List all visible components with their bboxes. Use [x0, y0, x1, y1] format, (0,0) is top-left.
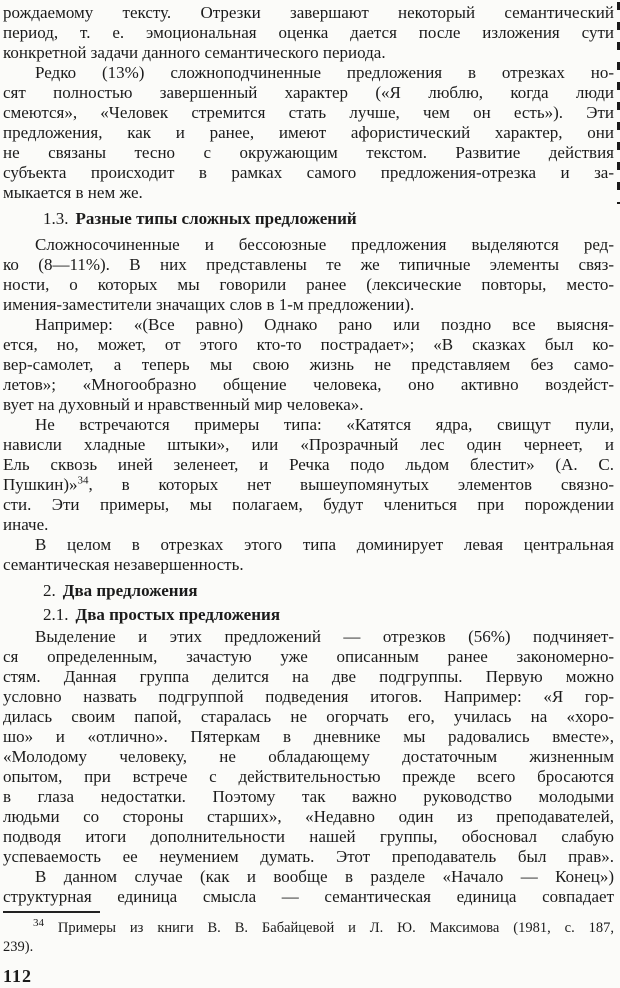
- text-line: условно назвать подгруппой подведения итогов. Например: «Я гор-: [3, 687, 614, 706]
- paragraph: [3, 415, 614, 535]
- text-line: опытом, при встрече с действительностью прежде всего бросаются: [3, 767, 614, 786]
- paragraph: [3, 3, 614, 63]
- text-line: мыкается в нем же.: [3, 183, 143, 202]
- text-line: В данном случае (как и вообще в разделе «Начало — Конец»): [35, 867, 614, 886]
- section-heading-2-1: [3, 603, 614, 627]
- text-line: успеваемость ее неумением думать. Этот преподаватель был прав».: [3, 847, 614, 866]
- text-line: В целом в отрезках этого типа доминирует левая центральная: [35, 535, 614, 554]
- paragraph: [3, 535, 614, 575]
- footnote-marker: 34: [33, 917, 44, 930]
- text-line: ется, но, может, от этого кто-то пострадает»; «В сказках был ко-: [3, 335, 614, 354]
- text-line: Сложносочиненные и бессоюзные предложения выделяются ред-: [35, 235, 614, 254]
- footnote-text: Примеры из книги В. В. Бабайцевой и Л. Ю. Максимова (1981, с. 187,: [44, 920, 614, 936]
- text-line: семантическая незавершенность.: [3, 555, 244, 574]
- citation-text: Пушкин)»: [3, 475, 78, 494]
- text-line: вер-самолет, а теперь мы свою жизнь не представляем без само-: [3, 355, 614, 374]
- text-line: нависли хладные штыки», или «Прозрачный лес один чернеет, и: [3, 435, 614, 454]
- text-line: Выделение и этих предложений — отрезков (56%) подчиняет-: [35, 627, 614, 646]
- paragraph: [3, 235, 614, 315]
- section-number: 1.3.: [43, 209, 69, 228]
- text-line: сят полностью завершенный характер («Я люблю, когда люди: [3, 83, 614, 102]
- section-heading-2: [3, 579, 614, 603]
- page-number: 112: [3, 966, 33, 986]
- section-title: Два простых предложения: [75, 605, 281, 624]
- section-title: Два предложения: [62, 581, 198, 600]
- text-line: людьми со стороны старших», «Недавно один из преподавателей,: [3, 807, 614, 826]
- text-line: период, т. е. эмоциональная оценка дается после изложения сути: [3, 23, 614, 42]
- text-line: сти. Эти примеры, мы полагаем, будут члениться при порождении: [3, 495, 614, 514]
- footnote-line: 239).: [3, 939, 34, 955]
- footnote: [3, 919, 614, 957]
- footnote-reference: 34: [77, 474, 89, 487]
- text-line: Редко (13%) сложноподчиненные предложения в отрезках но-: [35, 63, 614, 82]
- footnote-rule: [3, 911, 100, 913]
- text-line: предложения, как и ранее, имеют афористический характер, они: [3, 123, 614, 142]
- paragraph: [3, 315, 614, 415]
- text-line-with-citation: [3, 475, 614, 495]
- text-line: Например: «(Все равно) Однако рано или поздно все выясня-: [35, 315, 614, 334]
- section-number: 2.: [43, 581, 56, 600]
- text-line: летов»; «Многообразно общение человека, оно активно воздейст-: [3, 375, 614, 394]
- text-line: шо» и «отлично». Пятеркам в дневнике мы радовались вместе»,: [3, 727, 614, 746]
- text-line: имения-заместители значащих слов в 1-м предложении).: [3, 295, 415, 314]
- section-number: 2.1.: [43, 605, 69, 624]
- text-line: Не встречаются примеры типа: «Катятся ядра, свищут пули,: [35, 415, 614, 434]
- text-line: в глаза недостатки. Поэтому так важно руководство молодыми: [3, 787, 614, 806]
- text-line: ся определенным, зачастую уже описанным ранее закономерно-: [3, 647, 614, 666]
- text-line: подводя итоги дополнительности нашей группы, обосновал слабую: [3, 827, 614, 846]
- text-line: дилась своим папой, старалась не огорчать его, училась на «хоро-: [3, 707, 614, 726]
- paragraph: [3, 627, 614, 867]
- text-line: ности, о которых мы говорили ранее (лексические повторы, место-: [3, 275, 614, 294]
- footnote-line: [3, 919, 614, 938]
- citation-text: , в которых нет вышеупомянутых элементов связно-: [88, 475, 614, 494]
- text-line: конкретной задачи данного семантического периода.: [3, 43, 386, 62]
- text-line: вует на духовный и нравственный мир человека».: [3, 395, 364, 414]
- text-line: субъекта происходит в рамках самого предложения-отрезка и за-: [3, 163, 614, 182]
- text-line: не связаны тесно с окружающим текстом. Развитие действия: [3, 143, 614, 162]
- text-line: смеются», «Человек стремится стать лучше, чем он есть»). Эти: [3, 103, 614, 122]
- text-line: ко (8—11%). В них представлены те же типичные элементы связ-: [3, 255, 614, 274]
- text-line: стям. Данная группа делится на две подгруппы. Первую можно: [3, 667, 614, 686]
- text-line: Ель сквозь иней зеленеет, и Речка подо льдом блестит» (А. С.: [3, 455, 614, 474]
- section-heading-1-3: [3, 206, 614, 232]
- paragraph: [3, 63, 614, 203]
- text-line: иначе.: [3, 515, 49, 534]
- text-line: структурная единица смысла — семантическая единица совпадает: [3, 887, 614, 906]
- text-line: рождаемому тексту. Отрезки завершают некоторый семантический: [3, 3, 614, 22]
- text-line: «Молодому человеку, не обладающему достаточным жизненным: [3, 747, 614, 766]
- section-heading-group: [3, 579, 614, 627]
- section-title: Разные типы сложных предложений: [75, 209, 357, 228]
- paragraph: [3, 867, 614, 907]
